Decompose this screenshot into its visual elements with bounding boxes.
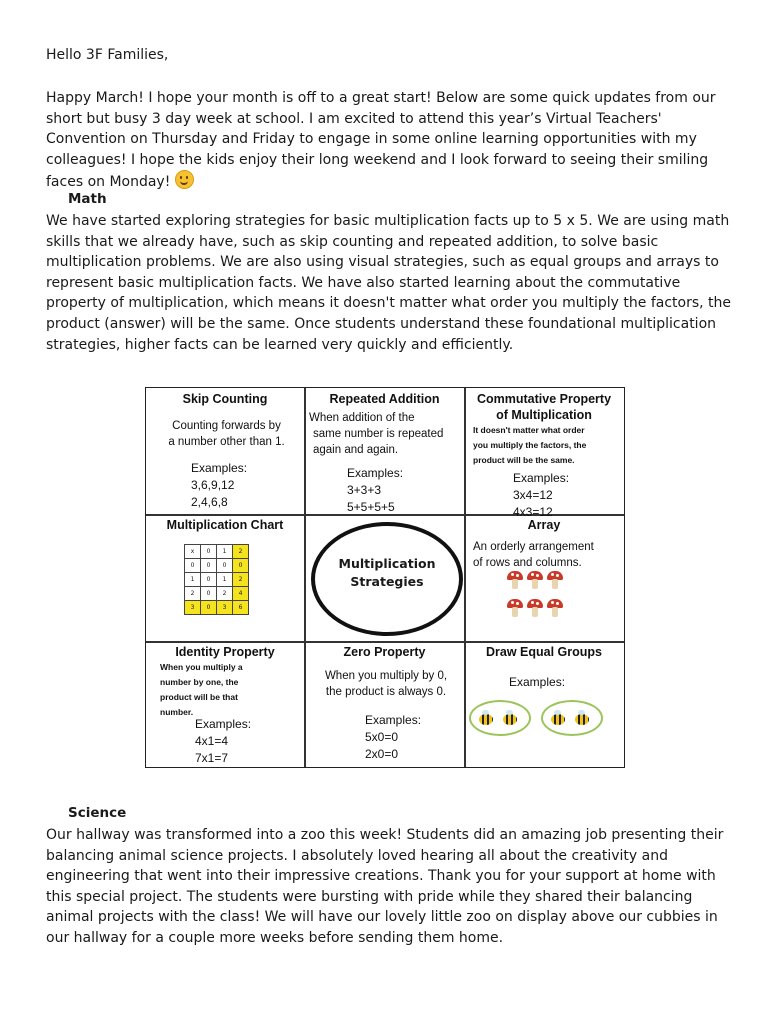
center-line: Strategies bbox=[350, 574, 424, 589]
mushroom-icon bbox=[527, 571, 543, 589]
math-paragraph: We have started exploring strategies for basic multiplication facts up to 5 x 5. We are using math skills that we already have, such as skip counting and repeated addition, to solve basic multiplication problems. We are also using visual strategies, such as equal groups and arrays to represent basic multiplication facts. We have also started learning about the commutative property of multiplication, which means it doesn't matter what order you multiply the factors, the product (answer) will be the same. Once students understand these foundational multiplication strategies, higher facts can be learned very quickly and efficiently. bbox=[46, 213, 732, 353]
multiplication-chart-title: Multiplication Chart bbox=[166, 518, 284, 532]
desc-line: When you multiply a bbox=[160, 662, 243, 672]
desc-line: of rows and columns. bbox=[473, 557, 582, 569]
table-cell: 2 bbox=[185, 587, 201, 601]
skip-counting-title: Skip Counting bbox=[182, 392, 268, 406]
mushroom-icon bbox=[507, 571, 523, 589]
commutative-property-cell bbox=[465, 388, 623, 519]
bee-icon bbox=[551, 714, 565, 725]
table-cell: 0 bbox=[185, 559, 201, 573]
identity-title: Identity Property bbox=[175, 645, 275, 659]
desc-line: When addition of the bbox=[309, 412, 415, 424]
desc-line: you multiply the factors, the bbox=[473, 440, 587, 450]
table-cell: 1 bbox=[217, 545, 233, 559]
desc-line: again and again. bbox=[313, 444, 399, 456]
zero-examples bbox=[365, 712, 421, 763]
example: 2x0=0 bbox=[365, 747, 399, 761]
table-cell: 0 bbox=[201, 559, 217, 573]
center-line: Multiplication bbox=[338, 556, 436, 571]
desc-line: An orderly arrangement bbox=[473, 541, 594, 553]
skip-counting-cell bbox=[146, 388, 304, 514]
mushroom-icon bbox=[527, 599, 543, 617]
mushroom-icon bbox=[547, 571, 563, 589]
desc-line: a number other than 1. bbox=[168, 436, 285, 448]
table-cell: 4 bbox=[233, 587, 249, 601]
skip-counting-desc bbox=[154, 418, 299, 450]
multiplication-table bbox=[184, 544, 249, 615]
table-row bbox=[185, 601, 249, 615]
bee-icon bbox=[503, 714, 517, 725]
table-row bbox=[185, 573, 249, 587]
equal-groups-examples-label: Examples: bbox=[509, 675, 566, 689]
table-cell: 1 bbox=[185, 573, 201, 587]
zero-property-cell bbox=[305, 642, 464, 767]
array-title: Array bbox=[527, 518, 561, 532]
table-cell: 6 bbox=[233, 601, 249, 615]
equal-groups-cell bbox=[465, 642, 623, 767]
table-cell: 0 bbox=[201, 573, 217, 587]
examples-label: Examples: bbox=[365, 713, 422, 727]
intro-paragraph bbox=[46, 88, 736, 193]
table-row bbox=[185, 559, 249, 573]
math-heading: Math bbox=[68, 191, 107, 207]
commutative-title bbox=[465, 391, 623, 423]
commutative-desc bbox=[473, 423, 621, 468]
desc-line: product will be the same. bbox=[473, 455, 575, 465]
example: 3x4=12 bbox=[513, 488, 553, 502]
science-heading: Science bbox=[68, 805, 127, 821]
desc-line: number. bbox=[160, 707, 194, 717]
examples-label: Examples: bbox=[195, 717, 252, 731]
example: 5+5+5+5 bbox=[347, 500, 395, 514]
desc-line: When you multiply by 0, bbox=[324, 670, 448, 682]
examples-label: Examples: bbox=[191, 461, 248, 475]
repeated-addition-cell bbox=[305, 388, 464, 514]
table-cell: 0 bbox=[217, 559, 233, 573]
desc-line: product will be that bbox=[160, 692, 238, 702]
desc-line: It doesn't matter what order bbox=[473, 425, 585, 435]
identity-examples bbox=[195, 716, 251, 767]
examples-label: Examples: bbox=[347, 466, 404, 480]
array-desc bbox=[473, 539, 623, 571]
example: 4x1=4 bbox=[195, 734, 229, 748]
table-cell: 2 bbox=[233, 545, 249, 559]
example: 3+3+3 bbox=[347, 483, 382, 497]
examples-label: Examples: bbox=[513, 471, 570, 485]
commutative-examples bbox=[513, 470, 569, 521]
desc-line: the product is always 0. bbox=[325, 686, 447, 698]
multiplication-strategies-chart bbox=[145, 387, 625, 768]
zero-title: Zero Property bbox=[343, 645, 426, 659]
table-row bbox=[185, 587, 249, 601]
equal-groups-title: Draw Equal Groups bbox=[486, 645, 602, 659]
title-line: of Multiplication bbox=[496, 408, 592, 422]
example: 4x3=12 bbox=[513, 505, 553, 519]
desc-line: number by one, the bbox=[160, 677, 239, 687]
identity-property-cell bbox=[146, 642, 304, 767]
science-paragraph: Our hallway was transformed into a zoo this week! Students did an amazing job presenting their balancing animal science projects. I absolutely loved hearing all about the creativity and engineering that went into their impressive creations. Thank you for your support at home with this special project. The students were bursting with pride while they shared their balancing animal projects with the class! We will have our lovely little zoo on display above our cubbies in our hallway for a couple more weeks before sending them home. bbox=[46, 827, 724, 946]
table-cell: 3 bbox=[185, 601, 201, 615]
table-cell: 3 bbox=[217, 601, 233, 615]
array-cell bbox=[465, 515, 623, 641]
desc-line: Counting forwards by bbox=[172, 420, 281, 432]
repeated-addition-examples bbox=[347, 465, 403, 516]
desc-line: same number is repeated bbox=[313, 428, 444, 440]
table-row bbox=[185, 545, 249, 559]
repeated-addition-title: Repeated Addition bbox=[329, 392, 440, 406]
smiling-face-icon bbox=[175, 170, 194, 189]
skip-counting-examples bbox=[191, 460, 247, 511]
identity-desc bbox=[160, 660, 300, 720]
zero-desc bbox=[311, 668, 461, 700]
title-line: Commutative Property bbox=[476, 392, 612, 406]
table-cell: x bbox=[185, 545, 201, 559]
table-cell: 0 bbox=[201, 601, 217, 615]
greeting: Hello 3F Families, bbox=[46, 47, 169, 63]
example: 5x0=0 bbox=[365, 730, 399, 744]
example: 3,6,9,12 bbox=[191, 478, 235, 492]
table-cell: 0 bbox=[201, 587, 217, 601]
table-cell: 2 bbox=[217, 587, 233, 601]
table-cell: 1 bbox=[217, 573, 233, 587]
example: 7x1=7 bbox=[195, 751, 229, 765]
table-cell: 0 bbox=[233, 559, 249, 573]
intro-text: Happy March! I hope your month is off to a great start! Below are some quick updates from our short but busy 3 day week at school. I am excited to attend this year’s Virtual Teachers' Convention on Thursday and Friday to engage in some online learning opportunities with my colleagues! I hope the kids enjoy their long weekend and I look forward to seeing their smiling faces on Monday! bbox=[46, 90, 716, 191]
example: 2,4,6,8 bbox=[191, 495, 228, 509]
mushroom-icon bbox=[507, 599, 523, 617]
bee-icon bbox=[575, 714, 589, 725]
table-cell: 0 bbox=[201, 545, 217, 559]
mushroom-icon bbox=[547, 599, 563, 617]
bee-icon bbox=[479, 714, 493, 725]
table-cell: 2 bbox=[233, 573, 249, 587]
repeated-addition-desc bbox=[309, 410, 461, 458]
center-label bbox=[311, 555, 463, 591]
